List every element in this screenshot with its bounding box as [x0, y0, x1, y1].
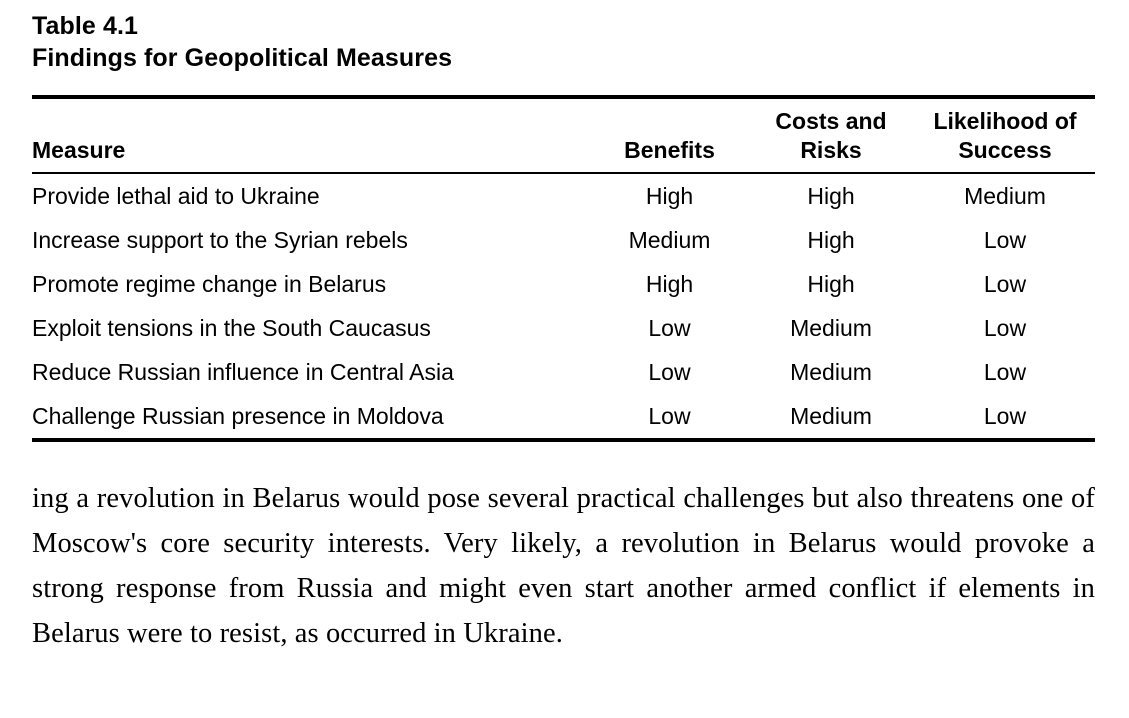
column-header-likelihood-of-success: [915, 97, 1095, 173]
cell-costs: Medium: [790, 403, 872, 429]
cell-likelihood: Low: [983, 403, 1027, 429]
cell-measure: Increase support to the Syrian rebels: [32, 227, 408, 253]
cell-likelihood: Medium: [964, 183, 1046, 209]
table-row: [32, 350, 1095, 394]
column-header-likelihood-line1: Likelihood of: [933, 108, 1077, 134]
cell-benefits: Low: [648, 315, 691, 341]
cell-costs: High: [807, 183, 855, 209]
cell-likelihood: Low: [983, 227, 1027, 253]
findings-table: [32, 95, 1095, 442]
table-row: [32, 173, 1095, 218]
column-header-measure: Measure: [32, 137, 126, 163]
cell-benefits: Medium: [628, 227, 711, 253]
column-header-costs-line2: Risks: [800, 137, 862, 163]
cell-benefits: High: [645, 271, 694, 297]
column-header-likelihood-line2: Success: [958, 137, 1052, 163]
table-row: [32, 306, 1095, 350]
cell-benefits: Low: [648, 359, 691, 385]
table-header-row: [32, 97, 1095, 173]
table-header: [32, 97, 1095, 173]
table-row: [32, 218, 1095, 262]
cell-costs: High: [807, 271, 855, 297]
table-row: [32, 394, 1095, 440]
column-header-benefits: Benefits: [624, 137, 715, 163]
table-caption: [32, 10, 1097, 74]
cell-likelihood: Low: [983, 271, 1027, 297]
cell-likelihood: Low: [983, 359, 1027, 385]
column-header-costs-line1: Costs and: [775, 108, 887, 134]
cell-benefits: Low: [648, 403, 691, 429]
column-header-costs-and-risks: [747, 97, 915, 173]
cell-costs: Medium: [790, 359, 872, 385]
cell-likelihood: Low: [983, 315, 1027, 341]
table-caption-number: Table 4.1: [32, 12, 139, 40]
cell-measure: Provide lethal aid to Ukraine: [32, 183, 320, 209]
cell-measure: Exploit tensions in the South Caucasus: [32, 315, 431, 341]
cell-measure: Reduce Russian influence in Central Asia: [32, 359, 454, 385]
cell-costs: High: [807, 227, 855, 253]
cell-measure: Promote regime change in Belarus: [32, 271, 387, 297]
table-body: [32, 173, 1095, 440]
table-row: [32, 262, 1095, 306]
table-caption-title: Findings for Geopolitical Measures: [32, 44, 453, 72]
cell-costs: Medium: [790, 315, 872, 341]
body-paragraph: ing a revolution in Belarus would pose several practical challenges but also threatens one of Moscow's core security interests. Very likely, a revolution in Belarus would provoke a strong response from Russia and might even start another armed conflict if elements in Belarus were to resist, as occurred in Ukraine.: [32, 483, 1095, 649]
cell-measure: Challenge Russian presence in Moldova: [32, 403, 444, 429]
cell-benefits: High: [645, 183, 694, 209]
